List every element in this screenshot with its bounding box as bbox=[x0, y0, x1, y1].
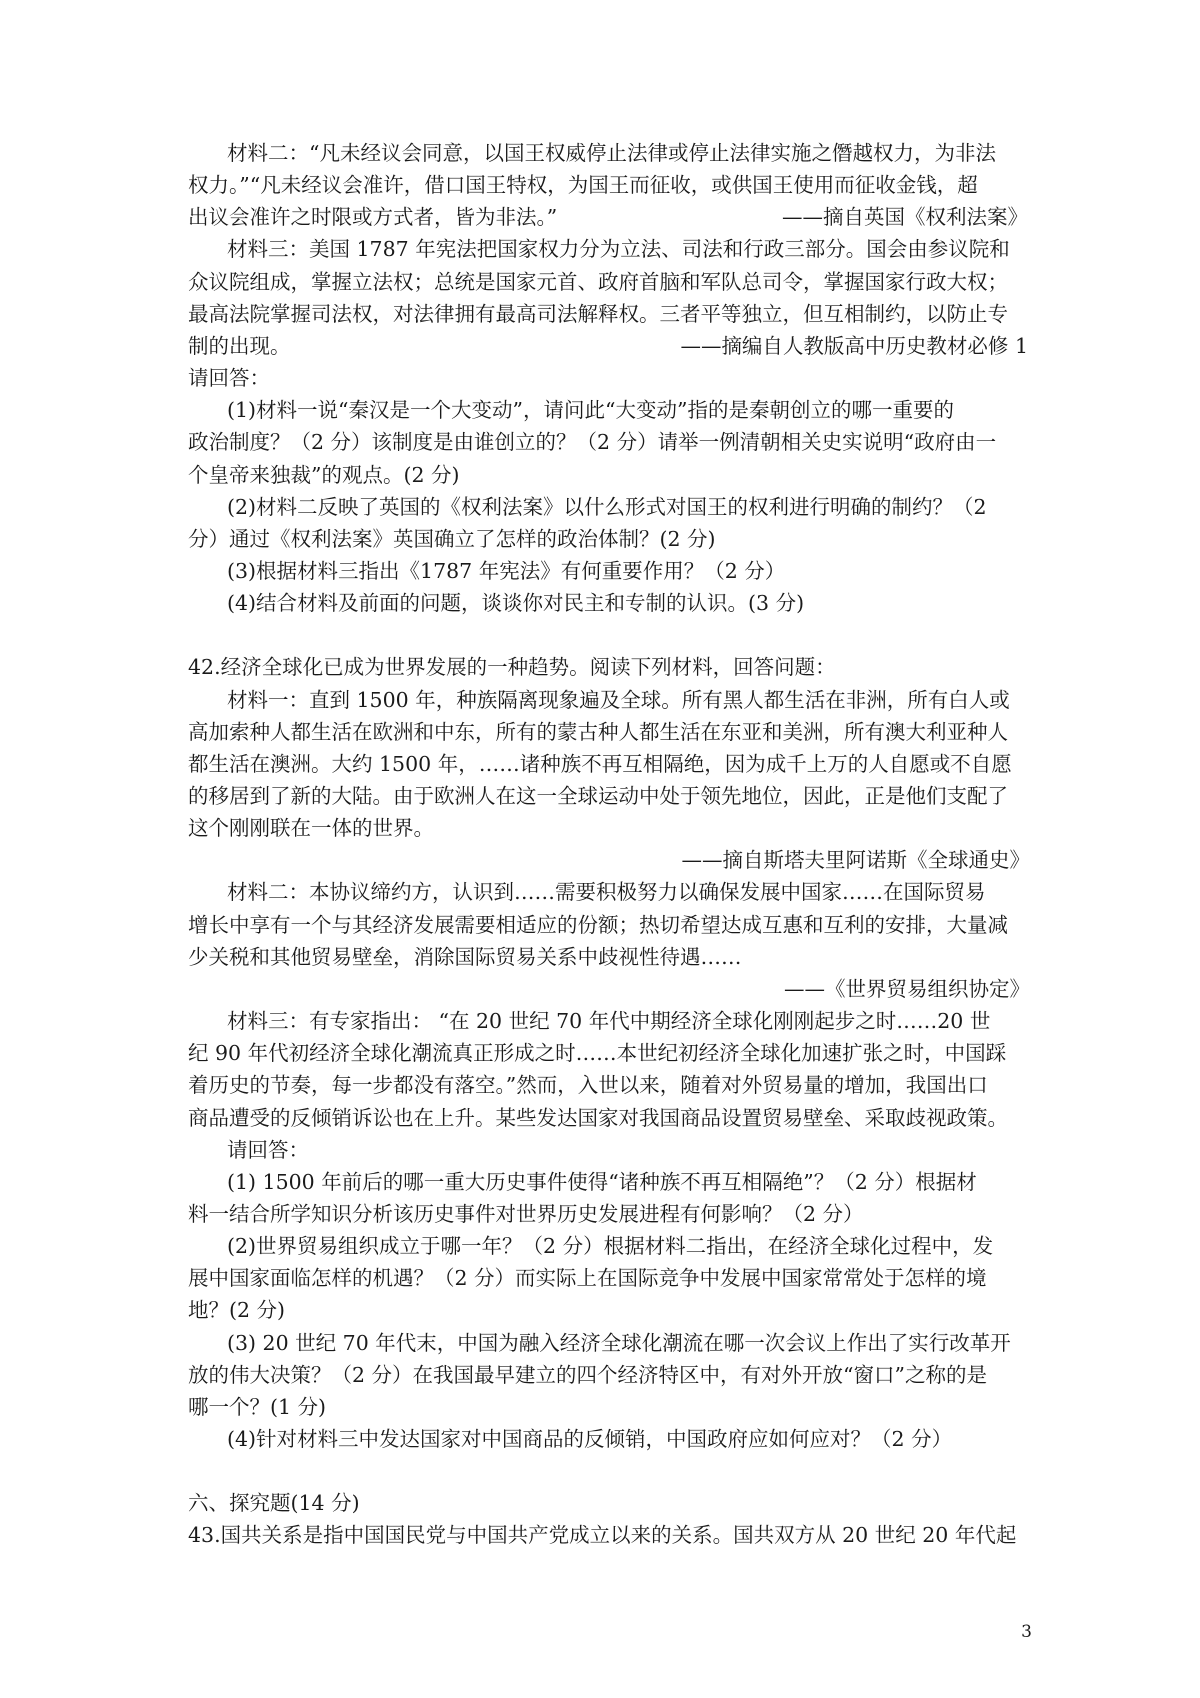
text-line: 个皇帝来独裁”的观点。(2 分) bbox=[188, 462, 460, 487]
text-line: 展中国家面临怎样的机遇？（2 分）而实际上在国际竞争中发展中国家常常处于怎样的境 bbox=[188, 1266, 987, 1291]
line-text: 制的出现。 bbox=[188, 333, 291, 358]
blank-line bbox=[188, 618, 1030, 652]
text-line: 众议院组成，掌握立法权；总统是国家元首、政府首脑和军队总司令，掌握国家行政大权； bbox=[188, 269, 1008, 294]
source-citation: ——摘编自人教版高中历史教材必修 1 bbox=[680, 333, 1028, 358]
text-line: 高加索种人都生活在欧洲和中东，所有的蒙古种人都生活在东亚和美洲，所有澳大利亚种人 bbox=[188, 719, 1008, 744]
text-line: (2)世界贸易组织成立于哪一年？（2 分）根据材料二指出，在经济全球化过程中，发 bbox=[227, 1234, 994, 1259]
text-line: 的移居到了新的大陆。由于欧洲人在这一全球运动中处于领先地位，因此，正是他们支配了 bbox=[188, 784, 1008, 808]
page-number: 3 bbox=[1021, 1622, 1032, 1642]
text-line: 地？(2 分) bbox=[188, 1298, 286, 1323]
text-line: ——《世界贸易组织协定》 bbox=[784, 976, 1030, 1001]
text-line: (1)材料一说“秦汉是一个大变动”，请问此“大变动”指的是秦朝创立的哪一重要的 bbox=[227, 398, 954, 423]
text-line: 材料三：美国 1787 年宪法把国家权力分为立法、司法和行政三部分。国会由参议院和 bbox=[227, 237, 1010, 262]
blank-line bbox=[188, 1454, 1030, 1488]
text-line: (3)根据材料三指出《1787 年宪法》有何重要作用？（2 分） bbox=[227, 558, 786, 583]
text-line bbox=[188, 329, 1030, 363]
source-citation: ——摘自英国《权利法案》 bbox=[782, 205, 1028, 230]
text-line: (4)结合材料及前面的问题，谈谈你对民主和专制的认识。(3 分) bbox=[227, 591, 805, 616]
text-line: (3) 20 世纪 70 年代末，中国为融入经济全球化潮流在哪一次会议上作出了实行改革开 bbox=[227, 1330, 1011, 1355]
text-line: 都生活在澳洲。大约 1500 年，……诸种族不再互相隔绝，因为成千上万的人自愿或不自愿 bbox=[188, 751, 1012, 776]
text-line: 着历史的节奏，每一步都没有落空。”然而，入世以来，随着对外贸易量的增加，我国出口 bbox=[188, 1073, 988, 1098]
text-line: 增长中享有一个与其经济发展需要相适应的份额；热切希望达成互惠和互利的安排，大量减 bbox=[188, 912, 1008, 937]
text-line: 材料一：直到 1500 年，种族隔离现象遍及全球。所有黑人都生活在非洲，所有白人或 bbox=[227, 687, 1010, 712]
line-text: 出议会准许之时限或方式者，皆为非法。” bbox=[188, 205, 558, 230]
text-line: 料一结合所学知识分析该历史事件对世界历史发展进程有何影响？（2 分） bbox=[188, 1201, 864, 1226]
text-line: 材料二：本协议缔约方，认识到……需要积极努力以确保发展中国家……在国际贸易 bbox=[227, 880, 986, 905]
text-line: 分）通过《权利法案》英国确立了怎样的政治体制？(2 分) bbox=[188, 526, 716, 551]
text-line: 权力。”“凡未经议会准许，借口国王特权，为国王而征收，或供国王使用而征收金钱，超 bbox=[188, 173, 978, 198]
text-line bbox=[188, 200, 1030, 234]
text-line: 少关税和其他贸易壁垒，消除国际贸易关系中歧视性待遇…… bbox=[188, 944, 742, 969]
text-line: 最高法院掌握司法权，对法律拥有最高司法解释权。三者平等独立，但互相制约，以防止专 bbox=[188, 301, 1008, 326]
text-line: 42.经济全球化已成为世界发展的一种趋势。阅读下列材料，回答问题： bbox=[188, 655, 836, 680]
text-line: 政治制度？（2 分）该制度是由谁创立的？（2 分）请举一例清朝相关史实说明“政府由一 bbox=[188, 430, 997, 455]
text-line: 放的伟大决策？（2 分）在我国最早建立的四个经济特区中，有对外开放“窗口”之称的是 bbox=[188, 1362, 988, 1387]
text-line: 六、探究题(14 分) bbox=[188, 1491, 360, 1516]
text-line: 商品遭受的反倾销诉讼也在上升。某些发达国家对我国商品设置贸易壁垒、采取歧视政策。 bbox=[188, 1105, 1008, 1130]
text-line: 材料二：“凡未经议会同意，以国王权威停止法律或停止法律实施之僭越权力，为非法 bbox=[227, 141, 996, 165]
text-line: ——摘自斯塔夫里阿诺斯《全球通史》 bbox=[681, 848, 1030, 873]
text-line: 请回答： bbox=[188, 366, 270, 391]
text-line: 哪一个？(1 分) bbox=[188, 1394, 327, 1419]
text-line: 请回答： bbox=[227, 1137, 309, 1162]
text-line: 纪 90 年代初经济全球化潮流真正形成之时……本世纪初经济全球化加速扩张之时，中国踩 bbox=[188, 1041, 1007, 1066]
text-line: (1) 1500 年前后的哪一重大历史事件使得“诸种族不再互相隔绝”？（2 分）根据材 bbox=[227, 1169, 977, 1194]
text-line: 43.国共关系是指中国国民党与中国共产党成立以来的关系。国共双方从 20 世纪 20 年代起 bbox=[188, 1523, 1017, 1548]
text-line: 材料三：有专家指出： “在 20 世纪 70 年代中期经济全球化刚刚起步之时……20 世 bbox=[227, 1009, 991, 1034]
text-line: (2)材料二反映了英国的《权利法案》以什么形式对国王的权利进行明确的制约？（2 bbox=[227, 494, 987, 519]
text-line: 这个刚刚联在一体的世界。 bbox=[188, 816, 434, 841]
text-line: (4)针对材料三中发达国家对中国商品的反倾销，中国政府应如何应对？（2 分） bbox=[227, 1427, 953, 1451]
